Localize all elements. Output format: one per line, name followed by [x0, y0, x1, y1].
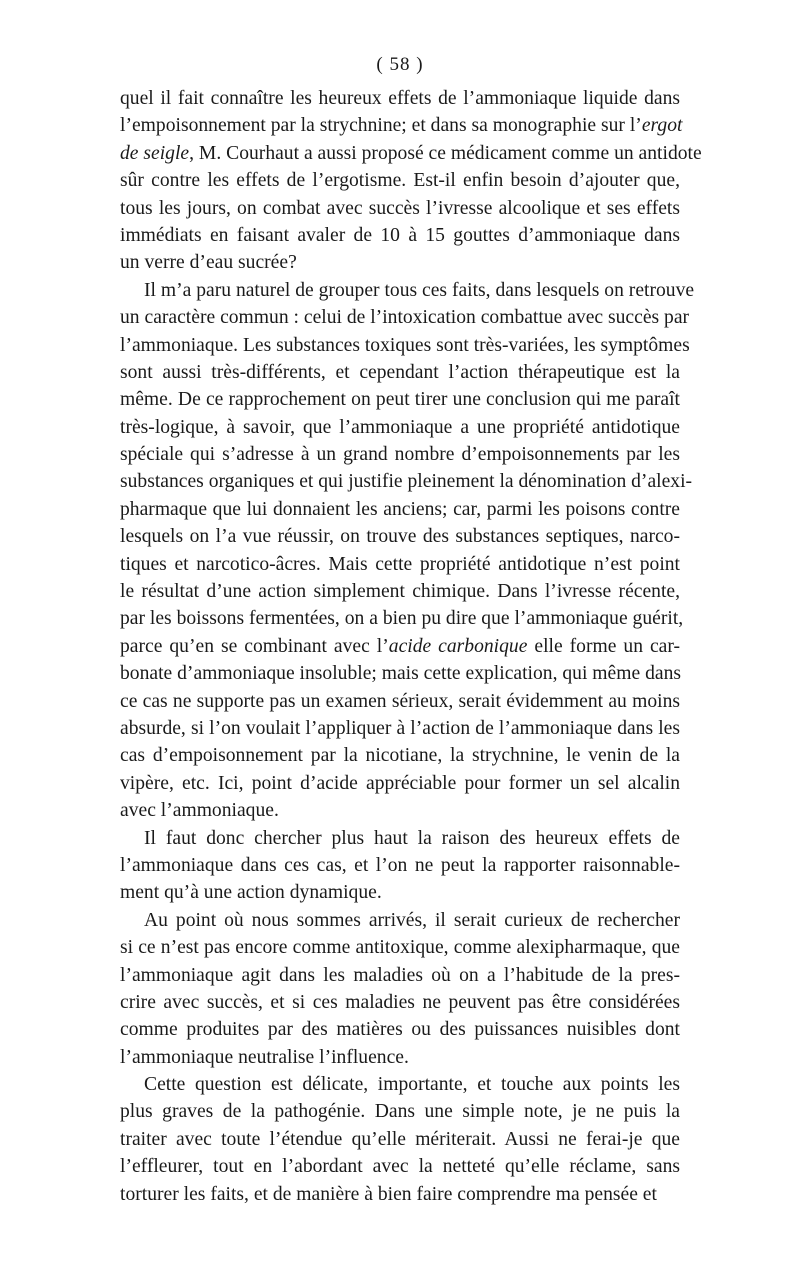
text-line: Cette question est délicate, importante, et touche aux points les — [144, 1074, 680, 1096]
text-line: immédiats en faisant avaler de 10 à 15 gouttes d’ammoniaque dans — [120, 224, 680, 246]
text-line: si ce n’est pas encore comme antitoxique, comme alexipharmaque, que — [120, 937, 680, 959]
text-line: très-logique, à savoir, que l’ammoniaque a une propriété antidotique — [120, 416, 680, 438]
text-line: vipère, etc. Ici, point d’acide appréciable pour former un sel alcalin — [120, 772, 680, 794]
text-line: sûr contre les effets de l’ergotisme. Est-il enfin besoin d’ajouter que, — [120, 170, 680, 192]
paragraph — [120, 907, 680, 1071]
text-line: l’ammoniaque. Les substances toxiques sont très-variées, les symptômes — [120, 334, 690, 356]
italic-term: ergot — [641, 115, 683, 137]
text-line: tous les jours, on combat avec succès l’ivresse alcoolique et ses effets — [120, 197, 680, 219]
paragraph — [120, 825, 680, 907]
paragraph — [120, 1071, 680, 1208]
text-line: comme produites par des matières ou des puissances nuisibles dont — [120, 1019, 680, 1041]
text-line: l’ammoniaque agit dans les maladies où on a l’habitude de la pres- — [120, 964, 680, 986]
text-line: tiques et narcotico-âcres. Mais cette propriété antidotique n’est point — [120, 553, 680, 575]
italic-term: acide carbonique — [388, 635, 528, 657]
text-line: substances organiques et qui justifie pleinement la dénomination d’alexi- — [120, 471, 693, 493]
text-line: le résultat d’une action simplement chimique. Dans l’ivresse récente, — [120, 581, 680, 603]
text-line: cas d’empoisonnement par la nicotiane, la strychnine, le venin de la — [120, 745, 680, 767]
text-line: l’ammoniaque dans ces cas, et l’on ne peut la rapporter raisonnable- — [120, 854, 680, 876]
text-line: avec l’ammoniaque. — [120, 800, 279, 822]
text-line: de seigle, M. Courhaut a aussi proposé ce médicament comme un antidote — [120, 142, 702, 164]
text-line: même. De ce rapprochement on peut tirer une conclusion qui me paraît — [120, 389, 680, 411]
page-number: ( 58 ) — [376, 54, 424, 75]
text-line: par les boissons fermentées, on a bien pu dire que l’ammoniaque guérit, — [120, 608, 684, 630]
text-line: quel il fait connaître les heureux effets de l’ammoniaque liquide dans — [120, 88, 680, 109]
text-line: bonate d’ammoniaque insoluble; mais cette explication, qui même dans — [120, 663, 681, 685]
text-line: lesquels on l’a vue réussir, on trouve des substances septiques, narco- — [120, 526, 680, 548]
text-line: ce cas ne supporte pas un examen sérieux, serait évidemment au moins — [120, 690, 680, 712]
text-line: l’empoisonnement par la strychnine; et dans sa monographie sur l’ergot — [120, 115, 683, 137]
text-line: un verre d’eau sucrée? — [120, 252, 297, 274]
paragraph — [120, 85, 702, 277]
text-line: l’ammoniaque neutralise l’influence. — [120, 1046, 409, 1068]
text-line: un caractère commun : celui de l’intoxication combattue avec succès par — [120, 307, 690, 329]
body-text — [120, 85, 702, 1208]
text-line: parce qu’en se combinant avec l’acide carbonique elle forme un car- — [120, 635, 681, 657]
text-line: l’effleurer, tout en l’abordant avec la netteté qu’elle réclame, sans — [120, 1156, 680, 1178]
text-line: plus graves de la pathogénie. Dans une simple note, je ne puis la — [120, 1101, 680, 1123]
text-line: spéciale qui s’adresse à un grand nombre d’empoisonnements par les — [120, 444, 680, 466]
text-line: crire avec succès, et si ces maladies ne peuvent pas être considérées — [120, 991, 680, 1013]
text-line: Il faut donc chercher plus haut la raison des heureux effets de — [144, 827, 680, 849]
text-line: sont aussi très-différents, et cependant l’action thérapeutique est la — [120, 361, 680, 383]
text-line: ment qu’à une action dynamique. — [120, 882, 382, 904]
text-line: pharmaque que lui donnaient les anciens; car, parmi les poisons contre — [120, 498, 680, 520]
text-line: Au point où nous sommes arrivés, il serait curieux de rechercher — [144, 909, 680, 931]
text-line: torturer les faits, et de manière à bien faire comprendre ma pensée et — [120, 1183, 657, 1205]
italic-term: de seigle — [120, 142, 190, 164]
paragraph — [120, 277, 695, 825]
text-line: Il m’a paru naturel de grouper tous ces faits, dans lesquels on retrouve — [144, 279, 695, 301]
text-line: absurde, si l’on voulait l’appliquer à l’action de l’ammoniaque dans les — [120, 717, 680, 739]
text-line: traiter avec toute l’étendue qu’elle mériterait. Aussi ne ferai-je que — [120, 1128, 680, 1150]
